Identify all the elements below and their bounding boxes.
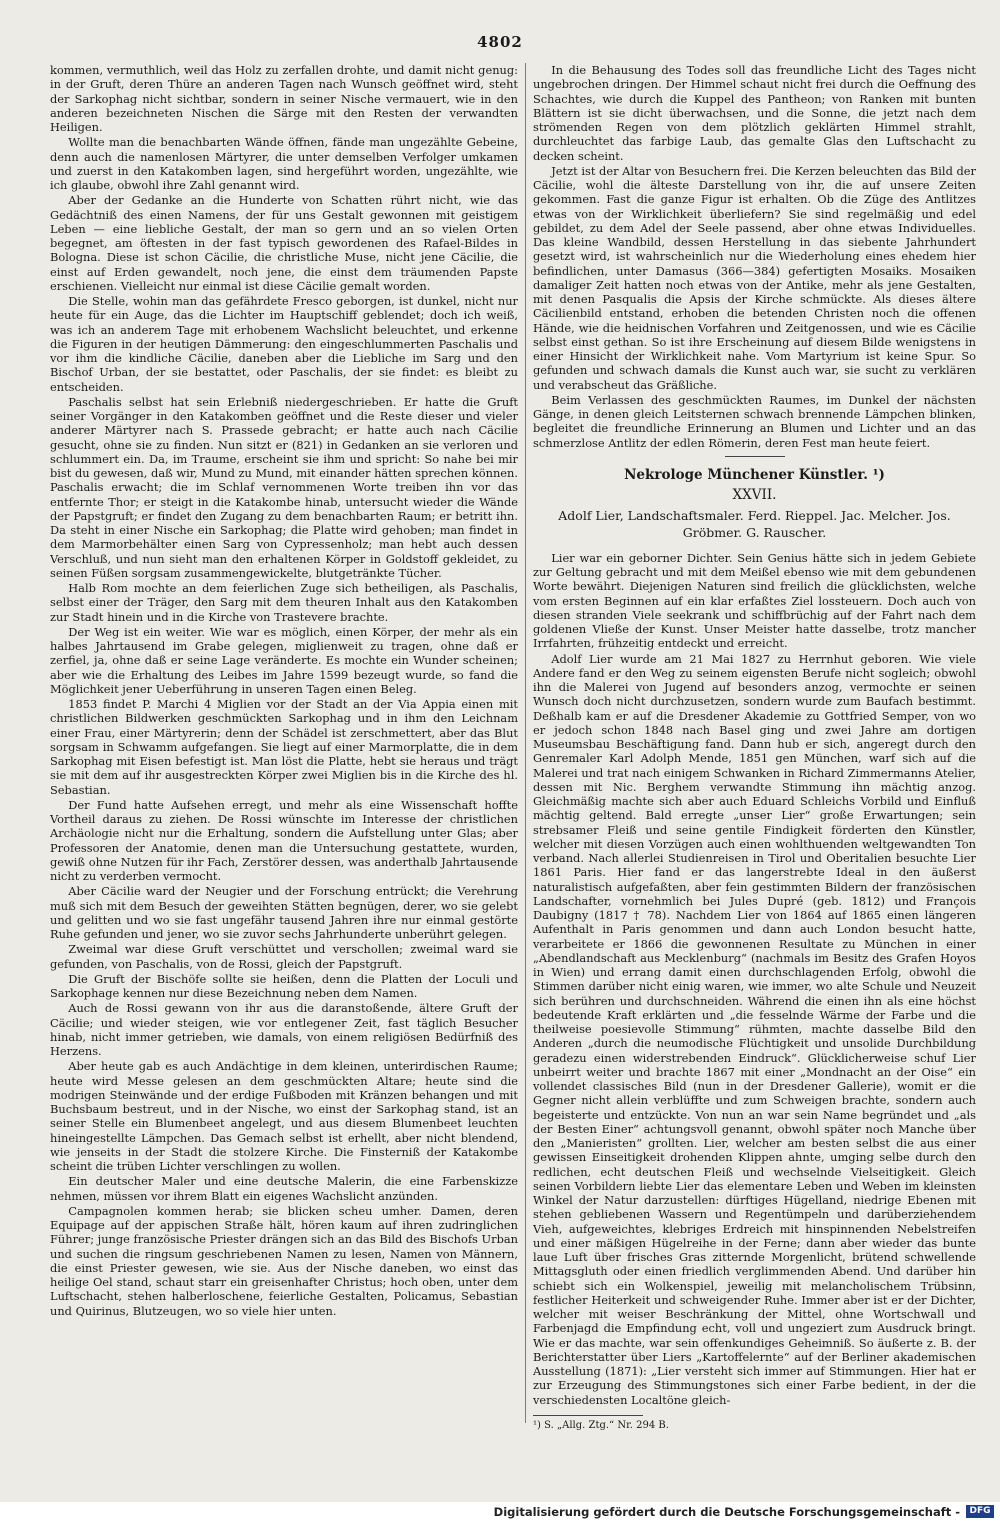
footnote-rule bbox=[533, 1415, 643, 1416]
section-subheading: Adolf Lier, Landschaftsmaler. Ferd. Rieppel. Jac. Melcher. Jos. Gröbmer. G. Rauscher. bbox=[558, 507, 951, 540]
paragraph: Der Weg ist ein weiter. Wie war es möglich, einen Körper, der mehr als ein halbes Jahrtausend im Grabe gelegen, miglienweit zu tragen, ohne daß er zerfiel, ja, ohne daß er seine Lage veränderte. Es mochte ein Wunder scheinen; aber wie die Erhaltung des Leibes im Jahre 1599 bezeugt wurde, so fand die Möglichkeit jener Ueberführung in unseren Tagen einen Beleg. bbox=[50, 624, 518, 696]
paragraph: Die Stelle, wohin man das gefährdete Fresco geborgen, ist dunkel, nicht nur heute für ein Auge, das die Lichter im Hauptschiff geblendet; doch ich weiß, was ich an anderem Tage mit erhobenem Wachslicht beleuchtet, und erkenne die Figuren in der heutigen Dämmerung: den eingeschlummerten Paschalis und vor ihm die kindliche Cäcilie, daneben aber die Liebliche im Sarg und den Bischof Urban, der sie bestattet, oder Paschalis, der sie findet: es bleibt zu entscheiden. bbox=[50, 294, 518, 394]
paragraph: Ein deutscher Maler und eine deutsche Malerin, die eine Farbenskizze nehmen, müssen vor ihrem Blatt ein eigenes Wachslicht anzünden. bbox=[50, 1174, 518, 1203]
paragraph: Beim Verlassen des geschmückten Raumes, im Dunkel der nächsten Gänge, in denen gleich Leitsternen schwach brennende Lämpchen blinken, begleitet die freundliche Erinnerung an Blumen und Lichter und an das schmerzlose Antlitz der edlen Römerin, deren Fest man heute feiert. bbox=[533, 392, 976, 450]
dfg-logo-icon: DFG bbox=[966, 1505, 994, 1518]
paragraph: Adolf Lier wurde am 21 Mai 1827 zu Herrnhut geboren. Wie viele Andere fand er den Weg zu seinem eigensten Berufe nicht sogleich; obwohl ihn die Malerei von Jugend auf besonders anzog, vermochte er seinen Wunsch doch nicht durchzusetzen, sondern wurde zum Baufach bestimmt. Deßhalb kam er auf die Dresdener Akademie zu Gottfried Semper, von wo er jedoch schon 1848 nach Basel ging und zwei Jahre am dortigen Museumsbau Beschäftigung fand. Dann hub er sich, angeregt durch den Genremaler Karl Adolph Mende, 1851 gen München, warf sich auf die Malerei und trat nach einigem Schwanken in Richard Zimmermanns Atelier, dessen mit Nic. Berghem verwandte Stimmung ihn mächtig anzog. Gleichmäßig machte sich aber auch Eduard Schleichs Vorbild und Einfluß mächtig geltend. Bald erregte „unser Lier“ große Erwartungen; sein strebsamer Fleiß und seine gentile Findigkeit förderten den Künstler, welcher mit diesen Vorzügen auch einen wohlthuenden weltgewandten Ton verband. Nach allerlei Studienreisen in Tirol und Oberitalien besuchte Lier 1861 Paris. Hier fand er das langerstrebte Ideal in den äußerst naturalistisch aufgefaßten, aber fein gestimmten Bildern der französischen Landschafter, vornehmlich bei Jules Dupré (geb. 1812) und François Daubigny (1817 † 78). Nachdem Lier von 1864 auf 1865 einen längeren Aufenthalt in Paris genommen und dann auch London besucht hatte, verarbeitete er 1866 die gewonnenen Resultate zu München in einer „Abendlandschaft aus Mecklenburg“ (nachmals im Besitz des Grafen Hoyos in Wien) und errang damit einen durchschlagenden Erfolg, obwohl die Stimmen darüber nicht einig waren, wie immer, wo alte Schule und Neuzeit sich berühren und durchschneiden. Während die einen ihn als eine höchst bedeutende Kraft erklärten und „die fesselnde Wärme der Farbe und die theilweise poesievolle Stimmung“ rühmten, machte dasselbe Bild den Anderen „durch die neumodische Flüchtigkeit und unsolide Durchbildung geradezu einen widerstrebenden Eindruck“. Glücklicherweise schuf Lier unbeirrt weiter und brachte 1867 mit einer „Mondnacht an der Oise“ ein vollendet classisches Bild (nun in der Dresdener Gallerie), womit er die Gegner nicht allein verblüffte und zum Schweigen brachte, sondern auch begeisterte und entzückte. Von nun an war sein Name begründet und „als der Besten Einer“ achtungsvoll genannt, obwohl später noch Manche über den „Manieristen“ grollten. Lier, welcher am besten selbst die aus einer gewissen Einseitigkeit drohenden Klippen ahnte, umging selbe durch den redlichen, echt deutschen Fleiß und wechselnde Vielseitigkeit. Gleich seinen Vorbildern liebte Lier das elementare Leben und Weben im kleinsten Winkel der Natur darzustellen: dürftiges Hügelland, niedrige Ebenen mit stehen gebliebenen Wassern und Regentümpeln und darüberziehendem Vieh, aufgeweichtes, klebriges Erdreich mit hinspinnenden Nebelstreifen und einer mäßigen Hügelreihe in der Ferne; dann aber wieder das bunte laue Luft über frisches Gras zitternde Morgenlicht, brütend schwellende Mittagsgluth oder einen friedlich verglimmenden Abend. Und darüber hin schiebt sich ein Wolkenspiel, jeweilig mit melancholischem Trübsinn, festlicher Heiterkeit und schweigender Ruhe. Immer aber ist er der Dichter, welcher mit weiser Beschränkung der Mittel, ohne Wortschwall und Farbenjagd die Empfindung echt, voll und ungeziert zum Ausdruck bringt. Wie er das machte, war sein offenkundiges Geheimniß. So äußerte z. B. der Berichterstatter über Liers „Kartoffelernte“ auf der Berliner akademischen Ausstellung (1871): „Lier versteht sich immer auf Stimmungen. Hier hat er zur Erzeugung des Stimmungstones sich einer Farbe bedient, in der die verschiedensten Localtöne gleich- bbox=[533, 651, 976, 1407]
paragraph: Aber der Gedanke an die Hunderte von Schatten rührt nicht, wie das Gedächtniß des einen Namens, der für uns Gestalt gewonnen mit geistigem Leben — eine liebliche Gestalt, der man so gern und an so vielen Orten begegnet, am öftesten in der fast typisch gewordenen des Rafael-Bildes in Bologna. Diese ist schon Cäcilie, die christliche Muse, nicht jene Cäcilie, die einst auf Erden gewandelt, noch jene, die einst dem träumenden Papste erschienen. Vielleicht nur einmal ist diese Cäcilie gemalt worden. bbox=[50, 193, 518, 293]
paragraph: Wollte man die benachbarten Wände öffnen, fände man ungezählte Gebeine, denn auch die namenlosen Märtyrer, die unter demselben Verfolger umkamen und zuerst in den Katakomben lagen, sind hergeführt worden, ungezählte, wie ich glaube, obwohl ihre Zahl genannt wird. bbox=[50, 135, 518, 192]
section-separator bbox=[725, 456, 785, 457]
paragraph: Lier war ein geborner Dichter. Sein Genius hätte sich in jedem Gebiete zur Geltung gebracht und mit dem Meißel ebenso wie mit dem gebundenen Worte bewährt. Diejenigen Naturen sind freilich die glücklichsten, welche vom ersten Beginnen auf ein klar erfaßtes Ziel lossteuern. Doch auch von diesen stranden Viele seekrank und schiffbrüchig auf der Fahrt nach dem goldenen Vließe der Kunst. Unser Meister hatte dasselbe, trotz mancher Irrfahrten, frühzeitig entdeckt und erreicht. bbox=[533, 550, 976, 651]
paragraph: Halb Rom mochte an dem feierlichen Zuge sich betheiligen, als Paschalis, selbst einer der Träger, den Sarg mit dem theuren Inhalt aus den Katakomben zur Stadt hinein und in die Kirche von Trastevere brachte. bbox=[50, 581, 518, 624]
paragraph: Auch de Rossi gewann von ihr aus die daranstoßende, ältere Gruft der Cäcilie; und wieder steigen, wie vor entlegener Zeit, fast täglich Besucher hinab, nicht immer getrieben, wie damals, von einem religiösen Bedürfniß des Herzens. bbox=[50, 1001, 518, 1058]
paragraph: Aber heute gab es auch Andächtige in dem kleinen, unterirdischen Raume; heute wird Messe gelesen an dem geschmückten Altare; heute sind die modrigen Steinwände und der erdige Fußboden mit Kränzen behangen und mit Buchsbaum bestreut, und in der Nische, wo einst der Sarkophag stand, ist an seiner Stelle ein Blumenbeet angelegt, und aus diesem Blumenbeet leuchten hineingestellte Lämpchen. Das Gemach selbst ist erhellt, aber nicht blendend, wie jenseits in der Stadt die stolzere Kirche. Die Finsterniß der Katakombe scheint die trüben Lichter verschlingen zu wollen. bbox=[50, 1059, 518, 1173]
footer-credit: Digitalisierung gefördert durch die Deutsche Forschungsgemeinschaft - bbox=[493, 1505, 960, 1519]
paragraph: Paschalis selbst hat sein Erlebniß niedergeschrieben. Er hatte die Gruft seiner Vorgänger in den Katakomben geöffnet und die Reste dieser und vieler anderer Märtyrer nach S. Prassede gebracht; er hatte auch nach Cäcilie gesucht, ohne sie zu finden. Nun sitzt er (821) in Gedanken an sie verloren und schlummert ein. Da, im Traume, erscheint sie ihm und spricht: So nahe bei mir bist du gewesen, daß wir, Mund zu Mund, mit einander hätten sprechen können. Paschalis erwacht; die im Schlaf vernommenen Worte treiben ihn vor das entfernte Thor; er steigt in die Katakombe hinab, untersucht wieder die Wände der Papstgruft; er findet den Zugang zu dem benachbarten Raum; er betritt ihn. Da steht in einer Nische ein Sarkophag; die Platte wird gehoben; man findet in dem Marmorbehälter einen Sarg von Cypressenholz; man hebt auch dessen Verschluß, und nun sieht man den erhaltenen Körper in Goldstoff gekleidet, zu seinen Füßen sorgsam zusammengewickelte, blutgetränkte Tücher. bbox=[50, 394, 518, 580]
footnote: ¹) S. „Allg. Ztg.“ Nr. 294 B. bbox=[533, 1419, 669, 1431]
section-heading: Nekrologe Münchener Künstler. ¹) bbox=[624, 466, 885, 483]
column-divider bbox=[525, 63, 526, 1423]
page-number: 4802 bbox=[477, 33, 523, 51]
left-column bbox=[50, 63, 518, 1443]
paragraph: Aber Cäcilie ward der Neugier und der Forschung entrückt; die Verehrung muß sich mit dem Besuch der geweihten Stätten begnügen, derer, wo sie gelebt und gelitten und wo sie fast ungefähr tausend Jahren ihre nur einmal gestörte Ruhe gefunden und jener, wo sie zuvor sechs Jahrhunderte unberührt gelegen. bbox=[50, 884, 518, 941]
digitization-footer bbox=[0, 1502, 1000, 1522]
paragraph: Jetzt ist der Altar von Besuchern frei. Die Kerzen beleuchten das Bild der Cäcilie, wohl die älteste Darstellung von ihr, die auf unsere Zeiten gekommen. Fast die ganze Figur ist erhalten. Ob die Züge des Antlitzes etwas von der Wirklichkeit überliefern? Sie sind regelmäßig und edel gebildet, zu dem Adel der Seele passend, aber ohne etwas Individuelles. Das kleine Wandbild, dessen Herstellung in das siebente Jahrhundert gesetzt wird, ist wahrscheinlich nur die Wiederholung eines ehedem hier befindlichen, unter Damasus (366—384) gefertigten Mosaiks. Mosaiken damaliger Zeit hatten noch etwas von der Antike, mehr als jene Gestalten, mit denen Pasqualis die Apsis der Kirche schmückte. Als dieses ältere Cäcilienbild entstand, erhoben die betenden Christen noch die offenen Hände, wie die heidnischen Vorfahren und Zeitgenossen, und wie es Cäcilie selbst einst gethan. So ist ihre Erscheinung auf diesem Bilde wenigstens in einer Hinsicht der Wirklichkeit nahe. Vom Martyrium ist keine Spur. So gefunden und schwach damals die Kunst auch war, sie sucht zu verklären und verabscheut das Gräßliche. bbox=[533, 163, 976, 392]
right-column bbox=[533, 63, 976, 1458]
paragraph: Zweimal war diese Gruft verschüttet und verschollen; zweimal ward sie gefunden, von Paschalis, von de Rossi, gleich der Papstgruft. bbox=[50, 942, 518, 971]
paragraph: kommen, vermuthlich, weil das Holz zu zerfallen drohte, und damit nicht genug: in der Gruft, deren Thüre an anderen Tagen nach Wunsch geöffnet wird, steht der Sarkophag nicht sichtbar, sondern in seiner Nische vermauert, wie in den anderen bezeichneten Nischen die Särge mit den Resten der verwandten Heiligen. bbox=[50, 63, 518, 134]
paragraph: 1853 findet P. Marchi 4 Miglien vor der Stadt an der Via Appia einen mit christlichen Bildwerken geschmückten Sarkophag und in ihm den Leichnam einer Frau, einer Märtyrerin; denn der Schädel ist zerschmettert, aber das Blut sorgsam in Schwamm aufgefangen. Sie liegt auf einer Marmorplatte, die in dem Sarkophag mit Eisen befestigt ist. Man löst die Platte, hebt sie heraus und trägt sie mit dem auf ihr ausgestreckten Körper zwei Miglien bis in die Kirche des hl. Sebastian. bbox=[50, 697, 518, 797]
paragraph: Der Fund hatte Aufsehen erregt, und mehr als eine Wissenschaft hoffte Vortheil daraus zu ziehen. De Rossi wünschte im Interesse der christlichen Archäologie nicht nur die Erhaltung, sondern die Aufstellung unter Glas; aber Professoren der Anatomie, denen man die Untersuchung gestattete, wurden, gewiß ohne Nutzen für ihr Fach, Zerstörer dessen, was anderthalb Jahrtausende nicht zu verderben vermocht. bbox=[50, 797, 518, 883]
section-number: XXVII. bbox=[732, 486, 777, 503]
paragraph: In die Behausung des Todes soll das freundliche Licht des Tages nicht ungebrochen dringen. Der Himmel schaut nicht frei durch die Oeffnung des Schachtes, wie durch die Kuppel des Pantheon; von Ranken mit bunten Blättern ist sie dicht überwachsen, und die Sonne, die jetzt nach dem strömenden Regen von dem plötzlich geklärten Himmel strahlt, durchleuchtet das farbige Laub, das gemalte Glas den Luftschacht zu decken scheint. bbox=[533, 63, 976, 163]
paragraph: Campagnolen kommen herab; sie blicken scheu umher. Damen, deren Equipage auf der appischen Straße hält, hören kaum auf ihren zudringlichen Führer; junge französische Priester drängen sich an das Bild des Bischofs Urban und suchen die ringsum geschriebenen Namen zu lesen, Namen von Männern, die einst Priester gewesen, wie sie. Aus der Nische daneben, wo einst das heilige Oel stand, schaut starr ein greisenhafter Christus; hoch oben, unter dem Luftschacht, stehen halberloschene, feierliche Gestalten, Policamus, Sebastian und Quirinus, Blutzeugen, wo so viele hier unten. bbox=[50, 1203, 518, 1318]
paragraph: Die Gruft der Bischöfe sollte sie heißen, denn die Platten der Loculi und Sarkophage kennen nur diese Bezeichnung neben dem Namen. bbox=[50, 971, 518, 1000]
